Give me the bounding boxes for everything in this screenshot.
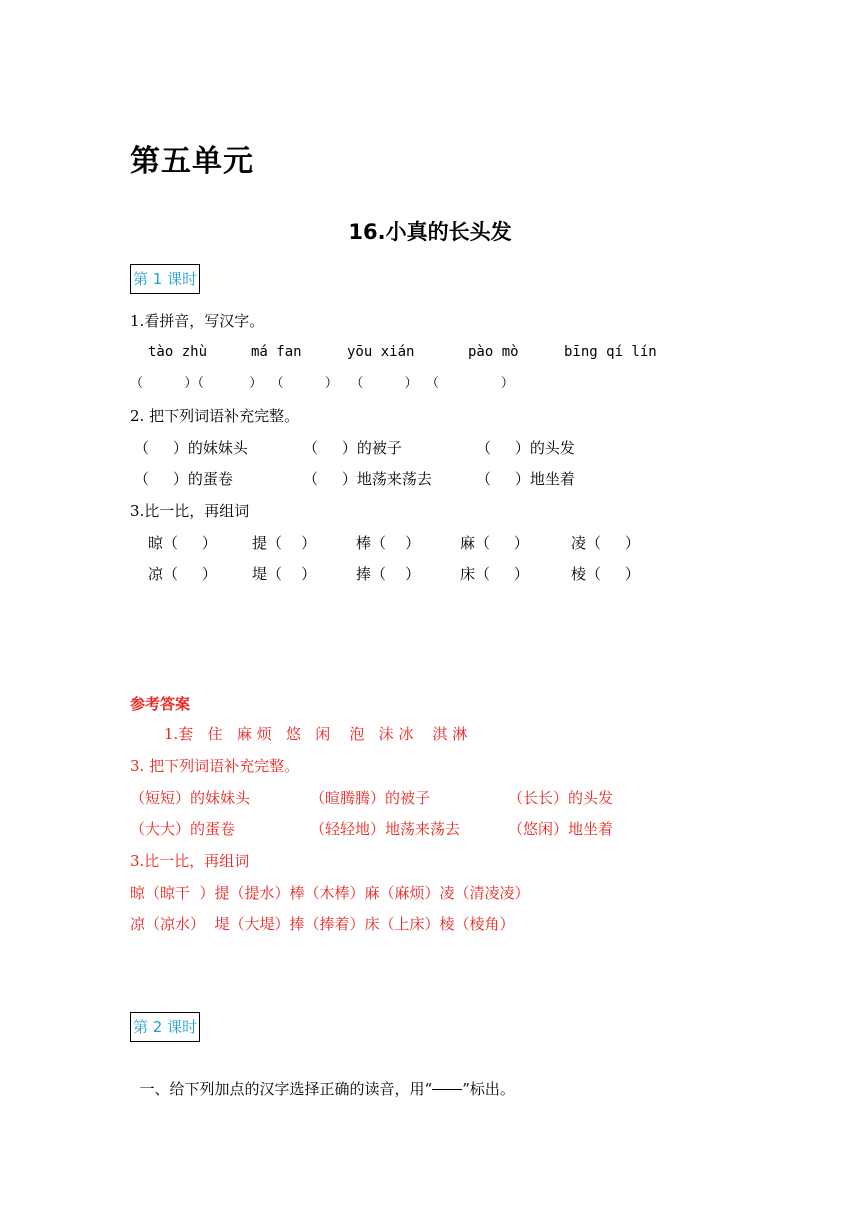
- answer-2-item: （轻轻地）地荡来荡去: [310, 820, 461, 838]
- q3-item: 凌（ ）: [571, 534, 640, 552]
- q1-answer-brackets: （ ）（ ） （ ） （ ） （ ）: [130, 376, 514, 391]
- period-2-label: 第 2 课时: [130, 1012, 200, 1042]
- answer-1: 1.套 住 麻 烦 悠 闲 泡 沫 冰 淇 淋: [164, 725, 468, 743]
- answer-2-item: （短短）的妹妹头: [130, 789, 251, 807]
- q2-item: （ ）的妹妹头: [134, 439, 248, 457]
- q2-item: （ ）地坐着: [476, 470, 575, 488]
- pinyin-2: má fan: [251, 344, 302, 360]
- q2-item: （ ）的蛋卷: [134, 470, 233, 488]
- answer-3-title: 3.比一比，再组词: [130, 852, 250, 870]
- q3-item: 棒（ ）: [356, 534, 421, 552]
- pinyin-1: tào zhù: [148, 344, 208, 360]
- q1-title: 1.看拼音，写汉字。: [130, 312, 265, 330]
- answer-3-row2: 凉（凉水） 堤（大堤）捧（捧着）床（上床）棱（棱角）: [130, 915, 515, 933]
- unit-title: 第五单元: [130, 144, 254, 179]
- q3-item: 棱（ ）: [571, 565, 640, 583]
- underline-mark: [432, 1089, 462, 1090]
- answer-2-item: （悠闲）地坐着: [508, 820, 614, 838]
- q3-item: 麻（ ）: [460, 534, 529, 552]
- part1-instruction: 一、给下列加点的汉字选择正确的读音，用“ ”标出。: [139, 1080, 515, 1098]
- q2-item: （ ）的被子: [303, 439, 402, 457]
- lesson-title: 16.小真的长头发: [348, 220, 512, 244]
- q3-item: 晾（ ）: [148, 534, 217, 552]
- answer-3-row1: 晾（晾干 ）提（提水）棒（木棒）麻（麻烦）凌（清凌凌）: [130, 884, 530, 902]
- q2-title: 2. 把下列词语补充完整。: [130, 407, 300, 425]
- answers-heading: 参考答案: [130, 695, 191, 713]
- q3-title: 3.比一比，再组词: [130, 502, 250, 520]
- q3-item: 凉（ ）: [148, 565, 217, 583]
- q3-item: 捧（ ）: [356, 565, 421, 583]
- pinyin-3: yōu xián: [347, 344, 415, 360]
- q3-item: 提（ ）: [252, 534, 317, 552]
- pinyin-4: pào mò: [468, 344, 519, 360]
- answer-2-item: （暄腾腾）的被子: [310, 789, 431, 807]
- answer-2-item: （长长）的头发: [508, 789, 614, 807]
- pinyin-5: bīng qí lín: [564, 344, 657, 360]
- q3-item: 床（ ）: [460, 565, 529, 583]
- answer-2-item: （大大）的蛋卷: [130, 820, 236, 838]
- q2-item: （ ）的头发: [476, 439, 575, 457]
- q3-item: 堤（ ）: [252, 565, 317, 583]
- answer-2-title: 3. 把下列词语补充完整。: [130, 757, 300, 775]
- period-1-label: 第 1 课时: [130, 264, 200, 294]
- q2-item: （ ）地荡来荡去: [303, 470, 432, 488]
